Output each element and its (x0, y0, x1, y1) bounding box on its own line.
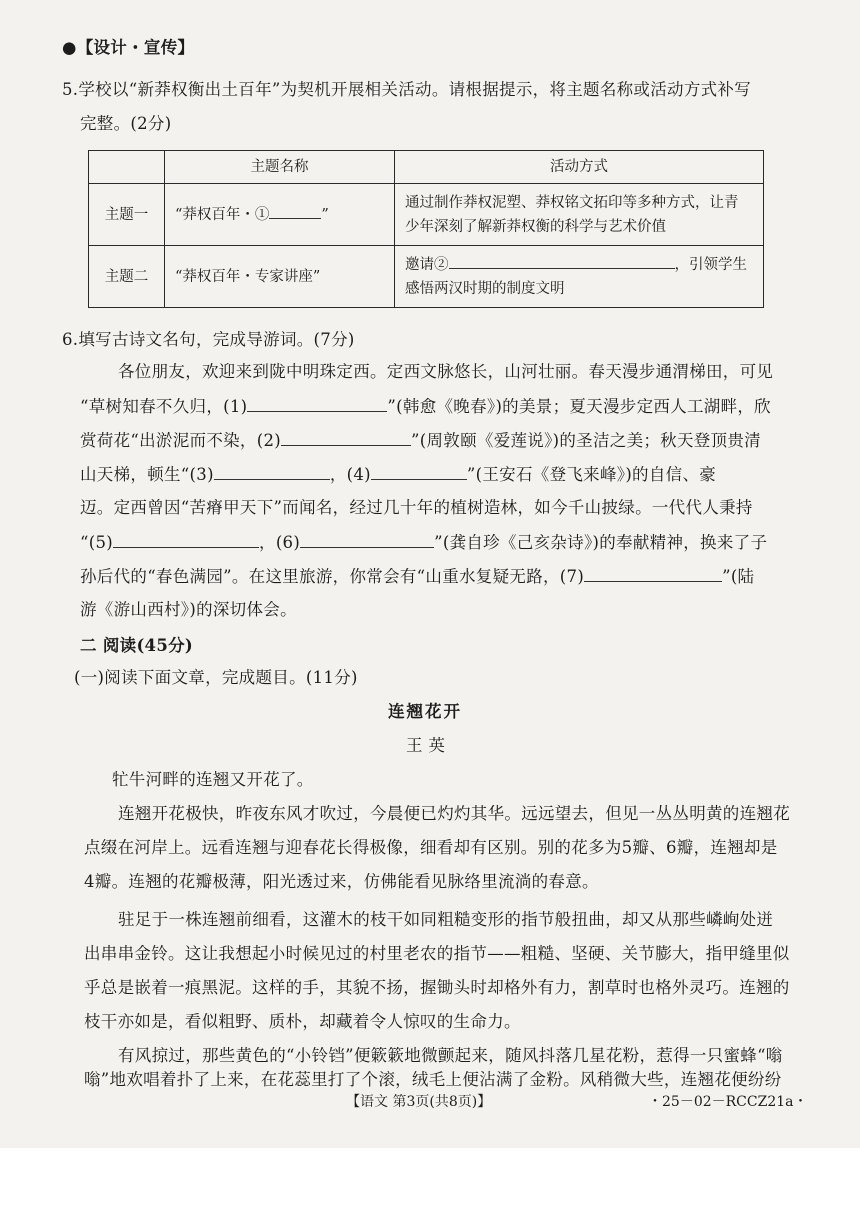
table-corner (89, 151, 165, 184)
theme-one-method: 通过制作莽权泥塑、莽权铭文拓印等多种方式，让青 少年深刻了解新莽权衡的科学与艺术价值 (395, 184, 764, 246)
exam-code: ・25－02－RCCZ21a・ (648, 1094, 808, 1110)
header-theme-name: 主题名称 (165, 151, 395, 184)
poem-blank-5[interactable] (113, 532, 259, 548)
q6-title: 6.填写古诗文名句，完成导游词。(7分) (62, 330, 355, 349)
poem-blank-1[interactable] (247, 396, 387, 412)
article-line: 乎总是嵌着一痕黑泥。这样的手，其貌不扬，握锄头时却格外有力，割草时也格外灵巧。连翘的 (84, 978, 790, 997)
q6-line3: 赏荷花“出淤泥而不染，(2) ”(周敦颐《爱莲说》)的圣洁之美；秋天登顶贵清 (80, 431, 761, 450)
theme-two-name: “莽权百年・专家讲座” (165, 246, 395, 308)
article-paragraph-1: 牤牛河畔的连翘又开花了。 (112, 770, 314, 789)
part-two-heading: 二 阅读(45分) (80, 636, 194, 655)
article-line: 枝干亦如是，看似粗野、质朴，却藏着令人惊叹的生命力。 (84, 1012, 521, 1031)
q6-line2: “草树知春不久归，(1) ”(韩愈《晚春》)的美景；夏天漫步定西人工湖畔，欣 (80, 397, 771, 416)
table-row (89, 246, 764, 308)
q6-line4: 山天梯，顿生“(3) ，(4) ”(王安石《登飞来峰》)的自信、豪 (80, 465, 717, 484)
table-header-row (89, 151, 764, 184)
q6-line1: 各位朋友，欢迎来到陇中明珠定西。定西文脉悠长，山河壮丽。春天漫步通渭梯田，可见 (118, 362, 774, 381)
q6-line7: 孙后代的“春色满园”。在这里旅游，你常会有“山重水复疑无路，(7) ”(陆 (80, 567, 755, 586)
article-line: 连翘开花极快，昨夜东风才吹过，今晨便已灼灼其华。远远望去，但见一丛丛明黄的连翘花 (118, 804, 790, 823)
article-line: 嗡”地欢唱着扑了上来，在花蕊里打了个滚，绒毛上便沾满了金粉。风稍微大些，连翘花便纷纷 (84, 1070, 782, 1089)
q5-line2: 完整。(2分) (80, 114, 172, 133)
section-header: ●【设计・宣传】 (62, 38, 195, 57)
header-activity-method: 活动方式 (395, 151, 764, 184)
row-label: 主题二 (89, 246, 165, 308)
q6-line6: “(5) ，(6) ”(龚自珍《己亥杂诗》)的奉献精神，换来了子 (80, 533, 768, 552)
poem-blank-6[interactable] (300, 532, 434, 548)
theme-two-method: 邀请② ，引领学生 感悟两汉时期的制度文明 (395, 246, 764, 308)
activity-table (88, 150, 764, 308)
q5-line1: 5.学校以“新莽权衡出土百年”为契机开展相关活动。请根据提示，将主题名称或活动方式补写 (62, 80, 752, 99)
q6-line8: 游《游山西村》)的深切体会。 (80, 600, 297, 619)
poem-blank-4[interactable] (371, 464, 467, 480)
article-line: 点缀在河岸上。远看连翘与迎春花长得极像，细看却有区别。别的花多为5瓣、6瓣，连翘却是 (84, 838, 778, 857)
poem-blank-7[interactable] (584, 566, 722, 582)
q6-line5: 迈。定西曾因“苦瘠甲天下”而闻名，经过几十年的植树造林，如今千山披绿。一代代人秉持 (80, 498, 753, 517)
answer-blank-2[interactable] (449, 253, 675, 269)
article-line: 4瓣。连翘的花瓣极薄，阳光透过来，仿佛能看见脉络里流淌的春意。 (84, 872, 599, 891)
article-line: 驻足于一株连翘前细看，这灌木的枝干如同粗糙变形的指节般扭曲，却又从那些嶙峋处迸 (118, 910, 774, 929)
article-line: 出串串金铃。这让我想起小时候见过的村里老农的指节——粗糙、坚硬、关节膨大，指甲缝里似 (84, 944, 790, 963)
theme-one-name: “莽权百年・① ” (165, 184, 395, 246)
article-author: 王 英 (406, 736, 446, 755)
subsection-heading: (一)阅读下面文章，完成题目。(11分) (74, 668, 358, 687)
article-title: 连翘花开 (388, 702, 462, 721)
row-label: 主题一 (89, 184, 165, 246)
table-row (89, 184, 764, 246)
poem-blank-2[interactable] (281, 430, 411, 446)
answer-blank-1[interactable] (269, 203, 321, 219)
article-line: 有风掠过，那些黄色的“小铃铛”便簌簌地微颤起来，随风抖落几星花粉，惹得一只蜜蜂“嗡 (118, 1046, 783, 1065)
poem-blank-3[interactable] (214, 464, 330, 480)
page-number: 【语文 第3页(共8页)】 (346, 1094, 492, 1110)
